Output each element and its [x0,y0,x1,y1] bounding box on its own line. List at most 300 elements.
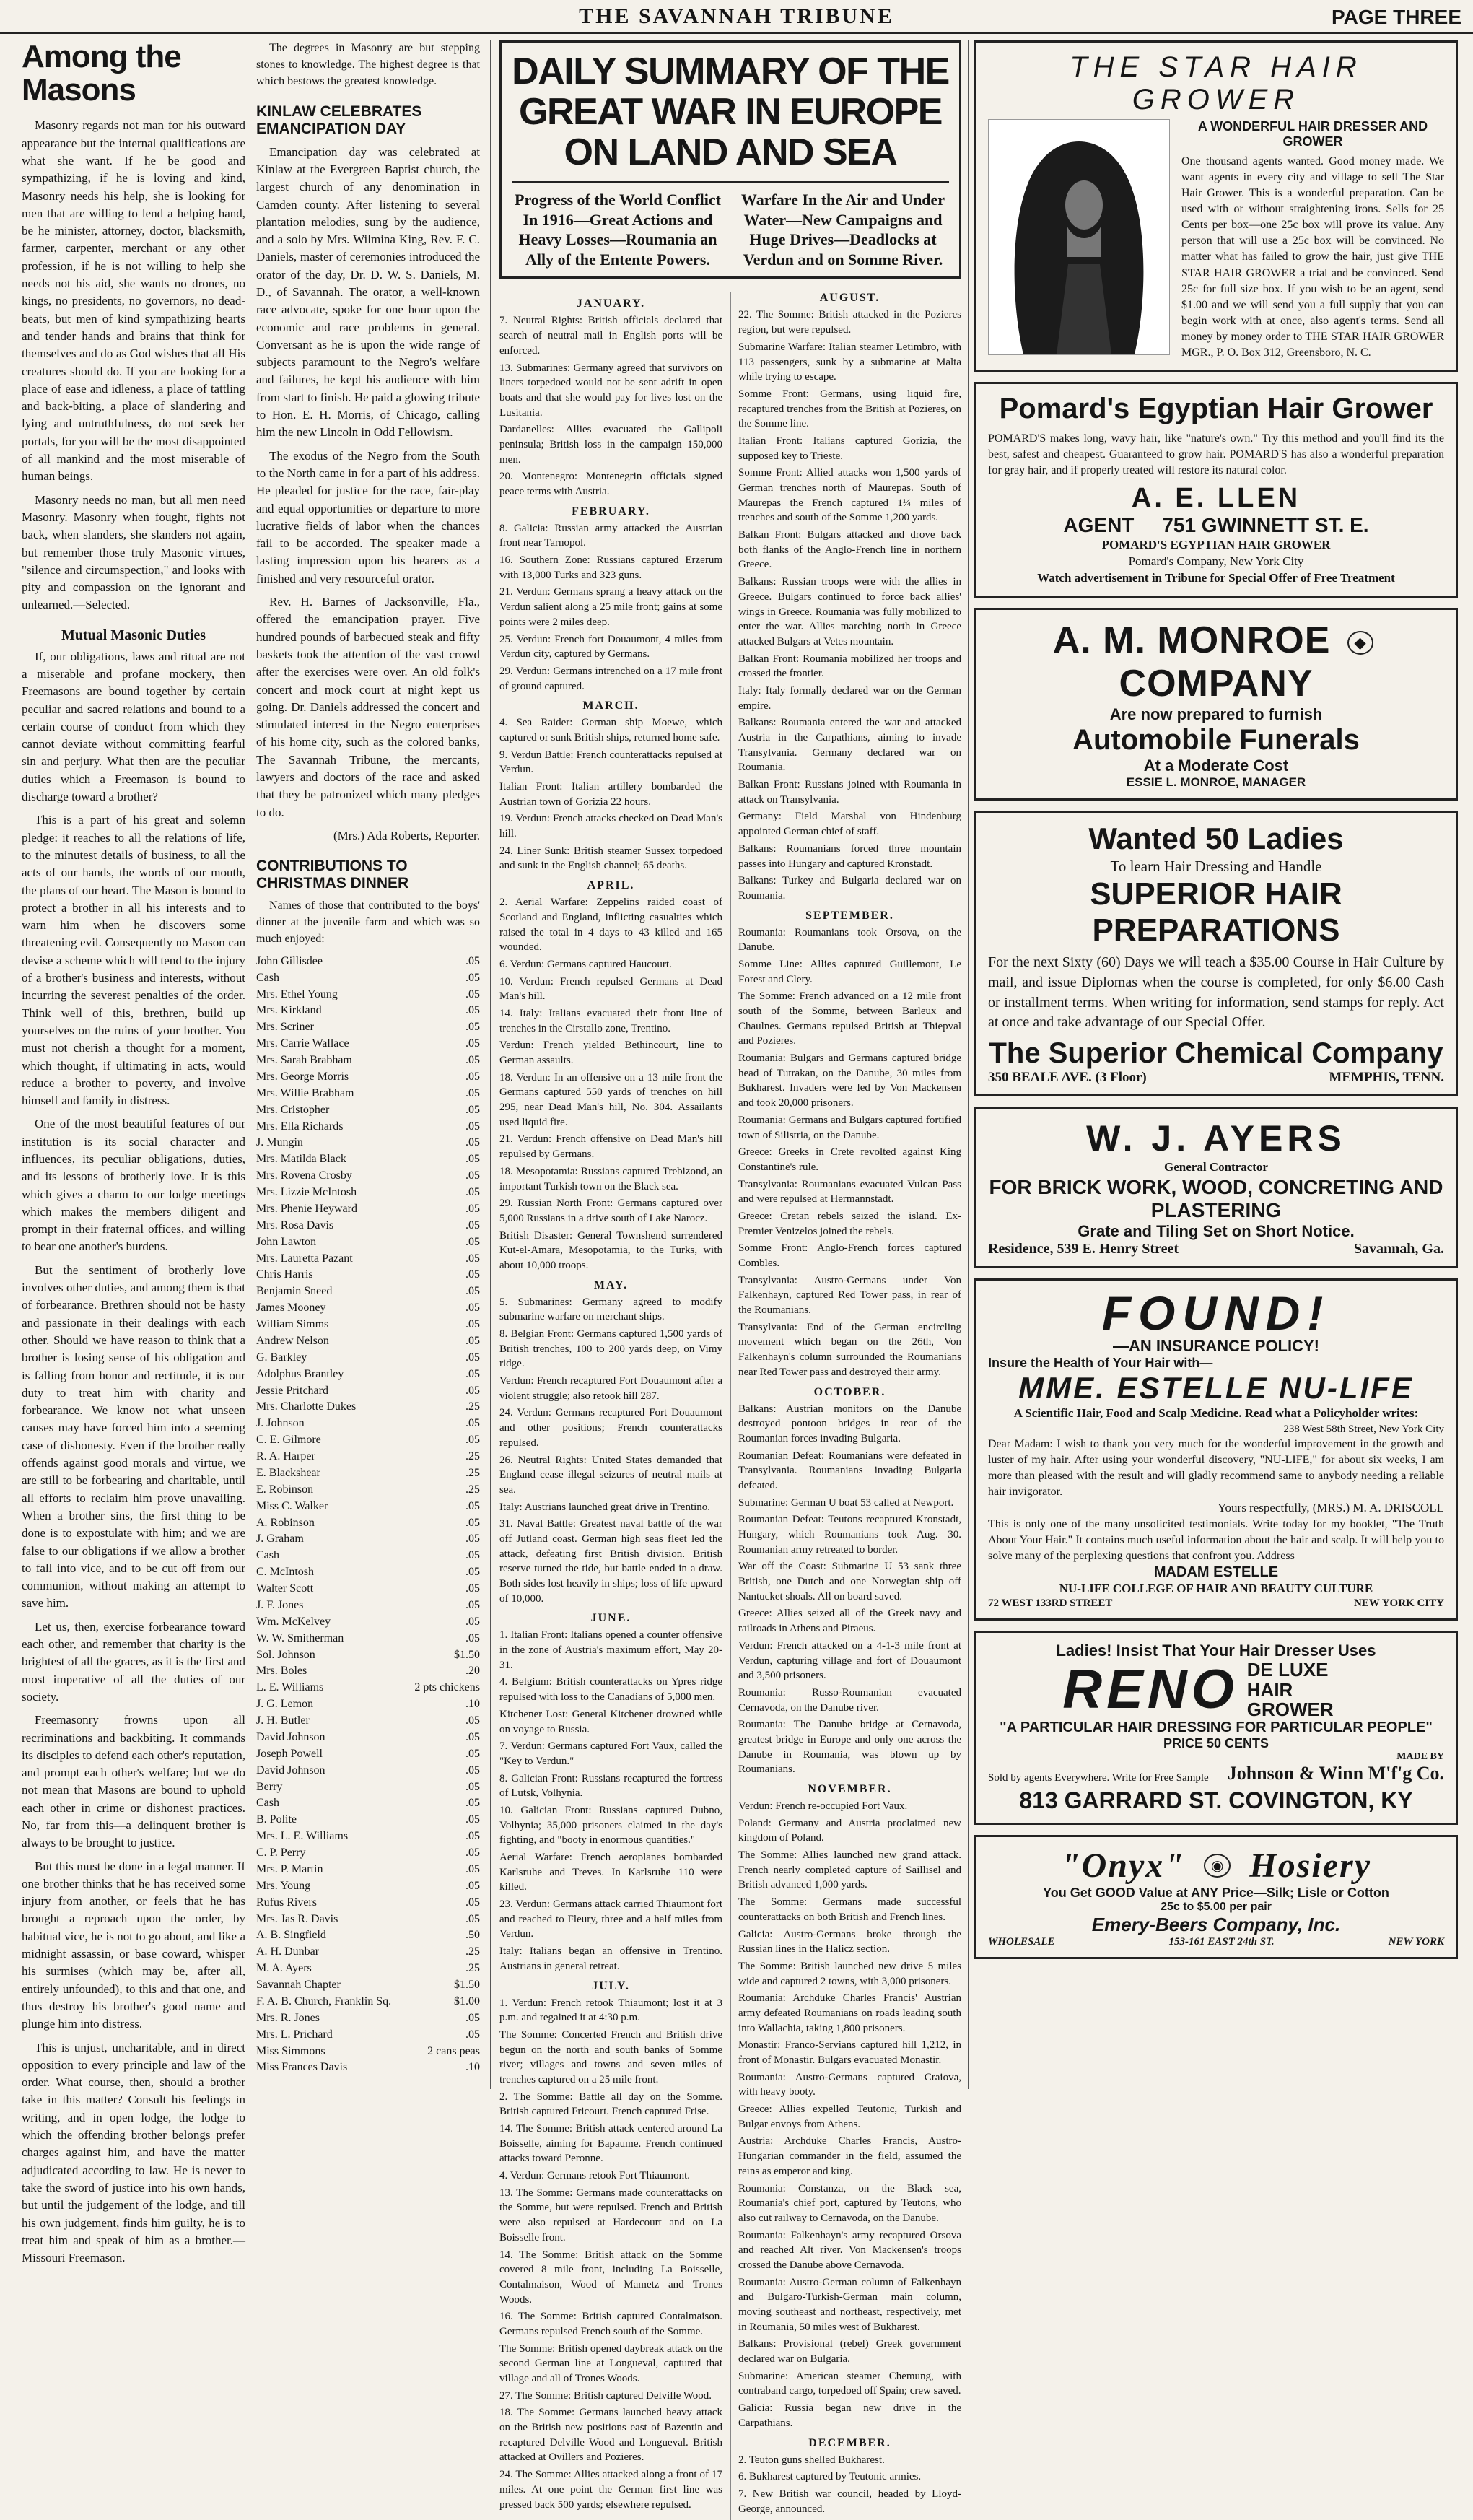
donor-name: Walter Scott [256,1582,314,1595]
onyx-company: Emery-Beers Company, Inc. [1091,1914,1341,1936]
war-entry: Balkans: Turkey and Bulgaria declared war on Roumania. [738,875,961,902]
donor-amount: .05 [465,1730,480,1743]
donor-name: Miss C. Walker [256,1499,328,1512]
donor-name: J. Mungin [256,1136,303,1149]
war-entry: Somme Front: Germans, using liquid fire, recaptured trenches from the British at Pozieres, on the Somme line. [738,388,961,430]
donor-row [256,1961,480,1977]
war-entry: Italy: Italians began an offensive in Trentino. Austrians in general retreat. [499,1945,722,1972]
donor-amount: .05 [465,1598,480,1611]
donor-row [256,1779,480,1796]
donor-list [256,954,480,2077]
nulife-addr-right: NEW YORK CITY [1353,1597,1444,1610]
donor-name: C. P. Perry [256,1847,306,1860]
superior-body: For the next Sixty (60) Days we will teach a $35.00 Course in Hair Culture by mail, and issue Diplomas when the course is completed, for only $6.00 Cash or installment terms. When writing for information, send stamps for reply. Act at once and take advantage of our Special Offer. [988,954,1444,1031]
donor-row [256,1399,480,1416]
war-entry: 8. Galician Front: Russians recaptured the fortress of Lutsk, Volhynia. [499,1772,722,1800]
donor-name: Mrs. Ella Richards [256,1120,344,1133]
donor-row [256,1696,480,1713]
war-entry: The Somme: French advanced on a 12 mile front south of the Somme, between Barleux and Chaulnes. Germans repulsed British at Thiepval and Pozieres. [738,990,961,1047]
donor-name: Andrew Nelson [256,1334,329,1347]
donor-row [256,1680,480,1696]
donor-amount: .05 [465,1615,480,1628]
donor-name: Berry [256,1780,283,1793]
donor-row [256,1432,480,1449]
month-section [738,1783,961,2431]
donor-name: Mrs. Cristopher [256,1103,330,1116]
donor-row [256,987,480,1003]
war-entry: 14. The Somme: British attack centered around La Boisselle, aiming for Bapaume. French continued attacks toward Peronne. [499,2123,722,2165]
donor-amount: .05 [465,1268,480,1281]
donor-amount: .05 [465,1367,480,1380]
donor-name: Mrs. Rosa Davis [256,1218,334,1231]
donor-name: Mrs. Matilda Black [256,1153,346,1166]
donor-row [256,954,480,970]
reno-top: Ladies! Insist That Your Hair Dresser Uses [1056,1642,1376,1660]
war-entry: Roumania: Archduke Charles Francis' Austrian army defeated Roumanians on roads leading south into Wallachia, taking 1,800 prisoners. [738,1992,961,2034]
donor-name: Sol. Johnson [256,1648,315,1661]
war-entry: 4. Sea Raider: German ship Moewe, which captured or sunk British ships, returned home safe. [499,717,722,744]
donor-name: James Mooney [256,1302,326,1315]
donor-row [256,1845,480,1862]
war-entry: Italian Front: Italians captured Gorizia, the supposed key to Trieste. [738,435,961,462]
donor-name: Rufus Rivers [256,1896,317,1909]
onyx-bottom-mid: 153-161 EAST 24th ST. [1168,1936,1275,1948]
star-title: THE STAR HAIR GROWER [1070,51,1363,115]
donor-row [256,1086,480,1102]
donor-row [256,1795,480,1812]
donor-row [256,1895,480,1911]
reno-tagline: "A PARTICULAR HAIR DRESSING FOR PARTICULAR PEOPLE" [1000,1719,1433,1736]
kinlaw-signature: (Mrs.) Ada Roberts, Reporter. [333,828,480,842]
donor-name: J. Johnson [256,1417,305,1430]
war-entry: Verdun: French attacked on a 4-1-3 mile front at Verdun, capturing village and fort of Douaumont and 3,500 prisoners. [738,1639,961,1682]
donor-row [256,1449,480,1465]
page-label: PAGE THREE [1332,6,1461,28]
war-entry: 4. Verdun: Germans retook Fort Thiaumont. [499,2170,690,2182]
donor-row [256,1614,480,1631]
month-section [499,1980,722,2513]
war-entry: 8. Galicia: Russian army attacked the Austrian front near Tarnopol. [499,522,722,549]
donor-name: Mrs. Boles [256,1665,307,1678]
donor-row [256,1482,480,1499]
masons-title: Among the Masons [22,39,181,108]
donor-row [256,1581,480,1597]
war-entry: 7. New British war council, headed by Lloyd-George, announced. [738,2488,961,2515]
war-entry: Transylvania: Roumanians evacuated Vulcan Pass and were repulsed at Hermannstadt. [738,1178,961,1205]
donor-amount: .05 [465,1054,480,1067]
donor-row [256,1944,480,1961]
donor-amount: .05 [465,1202,480,1215]
donor-amount: .05 [465,1830,480,1843]
war-entry: 2. Aerial Warfare: Zeppelins raided coast of Scotland and England, inflicting casualties which raised the total in 4 days to 43 killed and 165 wounded. [499,897,722,954]
month-name: JUNE. [590,1612,631,1625]
war-entry: Austria: Archduke Charles Francis, Austro-Hungarian commander in the field, assumed the reins as emperor and king. [738,2135,961,2177]
war-entry: 27. The Somme: British captured Delville Wood. [499,2389,712,2402]
donor-amount: .05 [465,1252,480,1265]
portrait-image [988,119,1170,355]
war-entry: 29. Verdun: Germans intrenched on a 17 mile front of ground captured. [499,665,722,692]
donor-row [256,1663,480,1680]
war-entry: 14. The Somme: British attack on the Somme covered 8 mile front, including La Boisselle, Contalmaison, Wood of Mametz and Trones Woods. [499,2249,722,2306]
kinlaw-paragraph: Emancipation day was celebrated at Kinlaw at the Evergreen Baptist church, the largest church of any denomination in Camden county. After listening to several plantation melodies, sung by the audience, and a solo by Mrs. Wilmina King, Rev. F. C. Daniels, master of ceremonies introduced the orator of the day, Dr. D. W. S. Daniels, M. D., of Savannah. The orator, a well-known race advocate, spoke for one hour upon the economic and race problems in general. Conversant as he is upon the wide range of subjects paramount to the Negro's welfare and failures, he kept his audience with him from start to finish. He paid a glowing tribute to Hon. E. H. Morris, of Chicago, calling him the new Lincoln in Odd Fellowism. [256,144,480,440]
kinlaw-paragraph: Rev. H. Barnes of Jacksonville, Fla., offered the emancipation prayer. Five hundred pounds of barbecued steak and fifty baskets took the attention of the vast crowd after the exercises were over. An old folk's concert and mock court at night kept us going. Dr. Daniels addressed the concert and stimulated interest in the Negro enterprises of his home city, such as the colored banks, The Savannah Tribune, the mercants, lawyers and doctors of the race and asked that they be patronized which many pledges to do. [256,595,480,819]
month-name: AUGUST. [819,292,880,305]
war-entry: Greece: Cretan rebels seized the island. Ex-Premier Venizelos joined the rebels. [738,1210,961,1237]
war-entry: Monastir: Franco-Servians captured hill 1,212, in front of Monastir. Bulgars evacuated Monastir. [738,2039,961,2067]
ad-nulife [974,1278,1458,1621]
monroe-line1: Are now prepared to furnish [1109,705,1323,724]
war-entry: 5. Submarines: Germany agreed to modify submarine warfare on merchant ships. [499,1296,722,1323]
donor-name: Mrs. Lauretta Pazant [256,1252,353,1265]
nulife-line3: A Scientific Hair, Food and Scalp Medicine. Read what a Policyholder writes: [1013,1405,1419,1420]
nulife-closing: Yours respectfully, (MRS.) M. A. DRISCOLL [1217,1501,1444,1515]
reno-maker: Johnson & Winn M'f'g Co. [1227,1763,1444,1784]
masons-paragraph: This is unjust, uncharitable, and in direct opposition to every principle and law of the order. What course, then, should a brother take in this matter? Consult his feelings in writing, and in open lodge, the lodge to which the offending brother belongs prefer charges against him, and have the matter adjudicated according to law. He is never to take the sword of justice into his own hands, but until the judgement of the lodge, and till his own judgement, finds him guilty, he is to treat him and speak of him as a brother.—Missouri Freemason. [22,2040,245,2265]
donor-row [256,1251,480,1268]
nulife-address: 238 West 58th Street, New York City [1283,1423,1444,1435]
donor-name: Wm. McKelvey [256,1615,331,1628]
war-entry: Roumania: Constanza, on the Black sea, Roumania's chief port, captured by Teutons, who also cut railway to Cernavoda, on the Danube. [738,2182,961,2224]
masons-paragraph: If, our obligations, laws and ritual are not a miserable and profane mockery, then Freemasons are bound together by certain peculiar and sacred relations and bound to a certain course of conduct from which they cannot deviate without committing fearful sin and perjury. What then are the peculiar duties which a Freemason is bound to discharge toward a brother? [22,649,245,804]
war-entry: Roumania: Roumanians took Orsova, on the Danube. [738,926,961,954]
war-entry: Aerial Warfare: French aeroplanes bombarded Karlsruhe and Treves. In Karlsruhe 110 were killed. [499,1852,722,1893]
war-entry: 21. Verdun: Germans sprang a heavy attack on the Verdun salient along a 25 mile front; gains at some points were 2 miles deep. [499,586,722,628]
donor-row [256,970,480,987]
war-entry: Roumania: Falkenhayn's army recaptured Orsova and reached Alt river. Von Mackensen's troops crossed the Danube above Cernavoda. [738,2229,961,2271]
column-kinlaw [256,40,480,2089]
month-name: OCTOBER. [813,1385,886,1398]
donor-row [256,1234,480,1251]
war-summary-sub-right: Warfare In the Air and Under Water—New Campaigns and Huge Drives—Deadlocks at Verdun and on Somme River. [740,191,945,269]
donor-row [256,1730,480,1746]
donor-name: A. B. Singfield [256,1929,326,1942]
ad-pomard [974,382,1458,598]
donor-amount: .05 [465,1862,480,1875]
superior-addr-right: MEMPHIS, TENN. [1329,1069,1444,1085]
donor-amount: .05 [465,1334,480,1347]
donor-amount: .05 [465,987,480,1000]
masons-paragraph: But this must be done in a legal manner. If one brother thinks that he has received some injury from another, or feels that he has brought a reproach upon the order, by habitual vice, he is not to go about, and like a midnight assassin, or base coward, whisper his surmises (which may be, after all, entirely unfounded), to this and that one, and thus destroy his brother's good name and plunge him into distress. [22,1859,245,2031]
pomard-body: POMARD'S makes long, wavy hair, like "nature's own." Try this method and you'll find its the best, safest and cheapest. Guaranteed to grow hair. POMARD'S has also a wonderful preparation for gray hair, and if properly treated will restore its natural color. [988,432,1444,477]
donor-name: Mrs. Scriner [256,1021,314,1034]
donor-row [256,1283,480,1300]
donor-amount: .05 [465,1169,480,1182]
donor-name: Mrs. Rovena Crosby [256,1169,352,1182]
war-entry: 18. Verdun: In an offensive on a 13 mile front the Germans captured 550 yards of trenches on hill 295, near Dead Man's hill, No. 304. Assailants used liquid fire. [499,1071,722,1128]
month-section [499,879,722,1273]
pomard-company: POMARD'S EGYPTIAN HAIR GROWER [1101,538,1331,552]
masons-paragraph: The degrees in Masonry are but stepping stones to knowledge. The highest degree is that which bestows the greatest knowledge. [256,42,480,87]
war-entry: 19. Verdun: French attacks checked on Dead Man's hill. [499,813,722,840]
war-entry: The Somme: Allies launched new grand attack. French nearly completed capture of Saillisel and British advanced 1,000 yards. [738,1849,961,1891]
ayers-addr-right: Savannah, Ga. [1353,1240,1444,1257]
donor-name: Cash [256,971,279,984]
war-entry: 8. Belgian Front: Germans captured 1,500 yards of British trenches, 100 to 200 yards deep, on Vimy ridge. [499,1328,722,1370]
war-entry: Transylvania: End of the German encircling movement which began on the 26th, Von Falkenhayn's column surrounded the Roumanians near Red Tower pass and destroyed their army. [738,1321,961,1378]
nulife-madam: MADAM ESTELLE [1153,1564,1279,1581]
kinlaw-title: KINLAW CELEBRATES EMANCIPATION DAY [256,103,422,137]
donor-amount: .25 [465,1450,480,1463]
ad-monroe [974,608,1458,801]
war-entry: 10. Galician Front: Russians captured Dubno, Volhynia; 35,000 prisoners claimed in the day's fighting, and "booty in enormous quantities." [499,1804,722,1847]
donor-amount: .05 [465,2011,480,2024]
donor-amount: .25 [465,1483,480,1496]
portrait-icon [989,120,1169,354]
donor-name: John Lawton [256,1235,317,1248]
war-entry: Balkans: Roumanians forced three mountain passes into Hungary and captured Kronstadt. [738,842,961,870]
donor-row [256,1597,480,1614]
war-entry: The Somme: Germans made successful counterattacks on both British and French lines. [738,1896,961,1923]
war-entry: 24. Liner Sunk: British steamer Sussex torpedoed and sunk in the English channel; 65 deaths. [499,845,722,872]
donor-amount: 2 pts chickens [414,1681,480,1694]
donor-row [256,1531,480,1548]
reno-sold: Sold by agents Everywhere. Write for Free Sample [988,1772,1209,1784]
donor-row [256,2059,480,2076]
war-entry: Dardanelles: Allies evacuated the Gallipoli peninsula; British loss in the campaign 150,000 men. [499,424,722,466]
month-section [499,1279,722,1607]
donor-row [256,1746,480,1763]
donor-amount: .25 [465,1962,480,1975]
pomard-title: Pomard's Egyptian Hair Grower [999,393,1433,425]
nulife-addr-left: 72 WEST 133RD STREET [988,1597,1113,1610]
month-name: MARCH. [582,699,639,712]
donor-amount: .05 [465,1235,480,1248]
war-summary-months [499,292,961,2520]
nulife-college: NU-LIFE COLLEGE OF HAIR AND BEAUTY CULTURE [1059,1582,1373,1596]
donor-name: E. Robinson [256,1483,314,1496]
war-entry: 6. Verdun: Germans captured Haucourt. [499,958,672,970]
donor-row [256,1828,480,1845]
donor-amount: .05 [465,1037,480,1050]
donor-row [256,1300,480,1317]
war-summary-title: DAILY SUMMARY OF THE GREAT WAR IN EUROPE ON LAND AND SEA [512,51,949,174]
month-section [499,505,722,694]
ad-superior [974,811,1458,1096]
donor-name: Mrs. Young [256,1879,311,1892]
war-entry: 2. The Somme: Battle all day on the Somme. British captured Fricourt. French captured Frise. [499,2090,722,2118]
war-entry: British Disaster: General Townshend surrendered Kut-el-Amara, Mesopotamia, to the Turks, with about 10,000 troops. [499,1229,722,1271]
donor-name: Mrs. Charlotte Dukes [256,1400,357,1413]
donor-amount: .05 [465,1153,480,1166]
ad-star-hair-grower [974,40,1458,372]
donor-row [256,1135,480,1151]
donor-amount: .05 [465,1136,480,1149]
war-entry: Greece: Allies expelled Teutonic, Turkish and Bulgar envoys from Athens. [738,2103,961,2130]
pomard-agent-name: A. E. LLEN [1131,483,1301,514]
war-entry: 18. The Somme: Germans launched heavy attack on the British new positions east of Bazentin and recaptured Delville Wood and Longueval. British attacked at Ovillers and Pozieres. [499,2407,722,2464]
war-entry: 20. Montenegro: Montenegrin officials signed peace terms with Austria. [499,471,722,498]
donor-name: C. E. Gilmore [256,1434,321,1447]
donor-row [256,1317,480,1333]
donor-amount: .05 [465,1499,480,1512]
war-entry: Roumania: Bulgars and Germans captured bridge head of Tutrakan, on the Danube, 30 miles from Bukharest. Invaders were led by Von Mackensen and took 20,000 prisoners. [738,1052,961,1109]
donor-name: Mrs. Jas R. Davis [256,1912,338,1925]
war-entry: Balkans: Provisional (rebel) Greek government declared war on Bulgaria. [738,2338,961,2366]
war-entry: Italy: Italy formally declared war on the German empire. [738,684,961,712]
war-entry: 13. The Somme: Germans made counterattacks on the Somme, but were repulsed. French and British were also repulsed at Hardecourt and on La Boisselle front. [499,2187,722,2244]
donor-amount: .05 [465,954,480,967]
donor-row [256,1069,480,1086]
onyx-bottom-right: NEW YORK [1388,1936,1444,1948]
ayers-line2: FOR BRICK WORK, WOOD, CONCRETING AND PLASTERING [989,1175,1443,1221]
column-masons [22,39,245,2265]
donor-row [256,1499,480,1515]
star-body: One thousand agents wanted. Good money made. We want agents in every city and village to sell The Star Hair Grower. This is a wonderful preparation. Can be used with or without straightening irons. Sells for 25 Cents per box—one 25c box will prove its value. Any person that will use a 25c box will be convinced. No matter what has failed to grow the hair, just give THE STAR HAIR GROWER a trial and be convinced. Send 25c for full size box. If you wish to be an agent, send $1.00 and we will send you a full supply that you can begin work with at once, also agent's terms. Send all money by money order to THE STAR HAIR GROWER MGR., P. O. Box 312, Greensboro, N. C. [1181,155,1444,359]
donor-name: John Gillisdee [256,954,323,967]
donor-amount: .05 [465,1533,480,1545]
donor-name: J. F. Jones [256,1598,304,1611]
war-entry: 7. Neutral Rights: British officials declared that search of neutral mail in English ports will be enforced. [499,315,722,357]
donor-row [256,2010,480,2027]
paper-name: THE SAVANNAH TRIBUNE [579,4,894,28]
donor-amount: .05 [465,1582,480,1595]
donor-name: Mrs. George Morris [256,1070,349,1083]
war-entry: 13. Submarines: Germany agreed that survivors on liners torpedoed would not be sent adrift in open boats and that she would pay for lives lost on the Lusitania. [499,362,722,419]
donor-row [256,1151,480,1168]
ad-ayers [974,1107,1458,1268]
masons-paragraph: Freemasonry frowns upon all recriminations and backbiting. It commands its disciples to defend each other's reputation, and prompt each other's welfare; but we do not mean that Masons are bound to uphold each other in crime or dishonest practices. No, far from this—a delinquent brother is always to be brought to justice. [22,1713,245,1850]
donor-row [256,1812,480,1828]
column-war-summary [499,40,961,2515]
war-entry: Galicia: Austro-Germans broke through the Russian lines in the Halicz section. [738,1928,961,1956]
month-section [738,2437,961,2517]
donor-row [256,1548,480,1564]
war-entry: 2. Teuton guns shelled Bukharest. [738,2454,885,2466]
donor-amount: .10 [465,2061,480,2074]
donor-row [256,1366,480,1383]
donor-name: Mrs. Lizzie McIntosh [256,1186,357,1199]
war-entry: Balkans: Roumania entered the war and attacked Austria in the Carpathians, aiming to invade Transylvania. Germany declared war on Roumania. [738,717,961,774]
donor-amount: .05 [465,1086,480,1099]
month-section [499,297,722,499]
donor-name: Mrs. L. E. Williams [256,1830,349,1843]
donor-amount: .25 [465,1945,480,1958]
monroe-title-right: COMPANY [1119,663,1314,705]
donor-row [256,1647,480,1664]
donor-row [256,1218,480,1234]
donor-amount: .05 [465,1896,480,1909]
pomard-company2: Pomard's Company, New York City [1128,554,1304,569]
war-entry: Balkan Front: Bulgars attacked and drove back both flanks of the Anglo-French line in northern Greece. [738,529,961,571]
donor-amount: .05 [465,1747,480,1760]
donor-row [256,1763,480,1779]
christmas-intro: Names of those that contributed to the boys' dinner at the juvenile farm and which was so much enjoyed: [256,899,480,945]
war-entry: Submarine Warfare: Italian steamer Letimbro, with 113 passengers, sunk by a submarine at Malta while trying to escape. [738,341,961,383]
donor-name: Miss Simmons [256,2044,325,2057]
onyx-bottom-left: WHOLESALE [988,1936,1055,1948]
monroe-line3: At a Moderate Cost [1143,757,1289,775]
war-entry: 9. Verdun Battle: French counterattacks repulsed at Verdun. [499,749,722,776]
donor-name: R. A. Harper [256,1450,315,1463]
war-entry: 4. Belgium: British counterattacks on Ypres ridge repulsed with loss to the Canadians of 5,000 men. [499,1676,722,1704]
donor-name: Mrs. Willie Brabham [256,1086,354,1099]
donor-name: J. Graham [256,1533,304,1545]
monroe-line2: Automobile Funerals [1072,724,1360,757]
month-section [499,699,722,873]
war-entry: 29. Russian North Front: Germans captured over 5,000 Russians in a drive south of Lake Narocz. [499,1198,722,1224]
war-entry: Galicia: Russia began new drive in the Carpathians. [738,2402,961,2429]
donor-amount: .05 [465,1549,480,1562]
donor-name: Mrs. Kirkland [256,1004,322,1017]
donor-amount: .05 [465,1004,480,1017]
monroe-line4: ESSIE L. MONROE, MANAGER [1126,775,1306,790]
reno-price: PRICE 50 CENTS [1163,1736,1269,1751]
war-entry: Verdun: French yielded Bethincourt, line to German assaults. [499,1039,722,1067]
donor-name: William Simms [256,1318,329,1331]
war-entry: Roumania: Austro-Germans captured Craiova, with heavy booty. [738,2071,961,2098]
war-entry: Greece: Allies seized all of the Greek navy and railroads in Athens and Piraeus. [738,1608,961,1635]
donor-name: F. A. B. Church, Franklin Sq. [256,1994,392,2007]
donor-name: J. G. Lemon [256,1698,314,1711]
column-rule [490,40,491,2089]
donor-amount: .25 [465,1466,480,1479]
nulife-body: This is only one of the many unsolicited testimonials. Write today for my booklet, "The Truth About Your Hair." It contains much useful information about the hair and scalp. It will help you to solve many of the perplexing questions that confront you. Address [988,1518,1444,1563]
donor-row [256,1201,480,1218]
donor-amount: .05 [465,1318,480,1331]
war-entry: 1. Verdun: French retook Thiaumont; lost it at 3 p.m. and regained it at 4:30 p.m. [499,1997,722,2024]
nulife-title: FOUND! [1101,1286,1331,1340]
war-entry: Somme Front: Allied attacks won 1,500 yards of German trenches north of Maurepas. South of Maurepas the French captured 1¼ miles of trenches and south of the Somme 1,200 yards. [738,467,961,524]
war-entry: 21. Verdun: French offensive on Dead Man's hill repulsed by Germans. [499,1133,722,1161]
month-name: DECEMBER. [808,2436,891,2449]
donor-name: Mrs. Ethel Young [256,987,338,1000]
war-entry: Italian Front: Italian artillery bombarded the Austrian town of Gorizia 22 hours. [499,781,722,808]
donor-amount: .05 [465,1021,480,1034]
donor-amount: .10 [465,1698,480,1711]
donor-name: David Johnson [256,1763,325,1776]
star-subtitle: A WONDERFUL HAIR DRESSER AND GROWER [1197,119,1428,149]
donor-amount: .05 [465,1218,480,1231]
month-section [738,292,961,903]
war-entry: 26. Neutral Rights: United States demanded that England cease illegal seizures of neutral mails at sea. [499,1454,722,1496]
month-section [738,910,961,1380]
pomard-watch: Watch advertisement in Tribune for Special Offer of Free Treatment [1037,571,1395,585]
war-entry: 18. Mesopotamia: Russians captured Trebizond, an important Turkish town on the Black sea. [499,1165,722,1193]
donor-row [256,1119,480,1135]
month-name: SEPTEMBER. [805,909,894,922]
column-ads [974,40,1458,2089]
donor-name: C. McIntosh [256,1566,314,1579]
donor-name: Adolphus Brantley [256,1367,344,1380]
donor-row [256,1927,480,1944]
donor-amount: .05 [465,1813,480,1826]
masons-paragraph: Masonry regards not man for his outward appearance but the internal qualifications are what she want. If he be good and sympathizing, if he is loving and kind, Masonry needs his help, she is looking for men that are willing to lend a helping hand, be he minister, attorney, doctor, blacksmith, farmer, carpenter, merchant or any other profession, if he is not willing to help she needs not his aid, she wants no drones, no kings, no presidents, no governors, no dead-beats, but men of kind sympathizing hearts and tender hands and brains that think for themselves and do as God wishes that all His creatures should do. If you are looking for a place of ease and idleness, a place of tattling and back-biting, a place of slandering and lying and untruthfulness, do not seek her portals, for you will be the most disappointed of all mankind and the most miserable of human beings. [22,118,245,484]
onyx-left: "Onyx" [1060,1847,1185,1885]
ayers-line3: Grate and Tiling Set on Short Notice. [1078,1221,1355,1240]
superior-company: The Superior Chemical Company [989,1037,1443,1069]
war-entry: 1. Italian Front: Italians opened a counter offensive in the zone of Austria's maximum effort, May 20-31. [499,1629,722,1671]
donor-amount: .05 [465,2028,480,2041]
war-entry: Poland: Germany and Austria proclaimed new kingdom of Poland. [738,1817,961,1844]
war-entry: 16. The Somme: British captured Contalmaison. Germans repulsed French south of the Somme. [499,2311,722,2337]
war-entry: Roumanian Defeat: Roumanians were defeated in Transylvania. Roumanians invading Bulgaria defeated. [738,1449,961,1491]
war-entry: 24. The Somme: Allies attacked along a front of 17 miles. At one point the German first line was pressed back 500 yards; elsewhere repulsed. [499,2469,722,2511]
kinlaw-paragraph: The exodus of the Negro from the South to the North came in for a part of his address. He pleaded for justice for the race, fair-play and equal opportunities or departure to more lucrative fields of labor when the chances fail to be accorded. The speaker made a lasting impression upon his hearers as a finished and very resourceful orator. [256,448,480,585]
donor-name: B. Polite [256,1813,297,1826]
donor-amount: .50 [465,1929,480,1942]
donor-amount: .25 [465,1400,480,1413]
column-rule [968,40,969,2089]
masons-paragraph: Let us, then, exercise forbearance toward each other, and remember that charity is the brightest of all the graces, as it is the first and most imperative of all the duties of our society. [22,1619,245,1704]
donor-row [256,1052,480,1069]
superior-addr-left: 350 BEALE AVE. (3 Floor) [988,1069,1147,1085]
month-name: FEBRUARY. [572,505,650,518]
war-entry: Roumanian Defeat: Teutons recaptured Kronstadt, Hungary, which Roumanians took Aug. 30. Roumanian army retreated to border. [738,1514,961,1556]
donor-row [256,1713,480,1730]
donor-amount: .05 [465,1912,480,1925]
nulife-line1: —AN INSURANCE POLICY! [1112,1336,1319,1355]
donor-name: Mrs. Sarah Brabham [256,1054,352,1067]
